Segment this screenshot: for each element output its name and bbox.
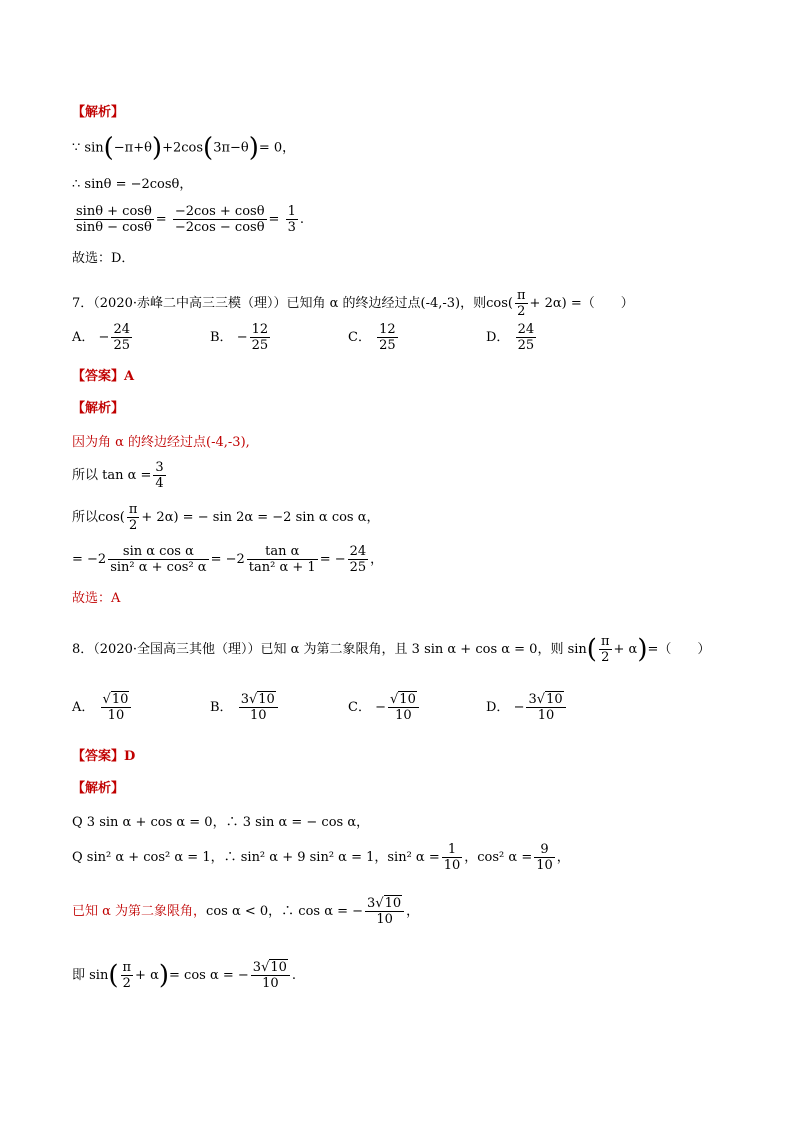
analysis-label-8: 【解析】 [72, 781, 125, 796]
q7-option-a[interactable]: A． − $\frac{24}{25}$ [72, 322, 130, 353]
q8-answer: 【答案】D [72, 749, 136, 764]
q7-analysis-4: = −2 $\frac{\text{sin α cos α}}{\text{sin² α + cos² α}}$ = −2 $\frac{\text{tan α}}{\text{tan² α + 1}}$ = − $\frac{24}{25}$ ， [72, 544, 384, 575]
q7-analysis-3: 所以cos( $\frac{\pi}{2}$ + 2α) = − sin 2α = −2 sin α cos α， [72, 502, 380, 533]
q7-option-c[interactable]: C． $\frac{12}{25}$ [348, 322, 396, 353]
p6-choose: 故选：D． [72, 251, 135, 266]
q7-choose: 故选：A [72, 591, 121, 606]
q8-option-d[interactable]: D． − $\frac{3√10}{10}$ [486, 692, 568, 723]
q7-analysis-2: 所以 tan α = $\frac{3}{4}$ [72, 460, 164, 491]
p6-line-2: ∴ sinθ = −2cosθ， [72, 177, 193, 192]
q7-stem: 7．（2020·赤峰二中高三三模（理））已知角 α 的终边经过点(-4,-3)，则cos( $\frac{\pi}{2}$ + 2α) =（ ） [72, 288, 634, 319]
q8-option-b[interactable]: B． $\frac{3√10}{10}$ [210, 692, 280, 723]
p6-line-1: ∵ sin(−π+θ)+2cos(3π−θ)= 0， [72, 133, 296, 163]
q8-option-a[interactable]: A． $\frac{√10}{10}$ [72, 692, 133, 723]
q7-analysis-1: 因为角 α 的终边经过点(-4,-3), [72, 435, 250, 450]
q7-option-d[interactable]: D． $\frac{24}{25}$ [486, 322, 535, 353]
q8-analysis-4: 即 sin( $\frac{\pi}{2}$ + α)= cos α = − $\frac{3√10}{10}$ . [72, 960, 297, 991]
p6-line-3: $\frac{\sin\theta + \cos\theta}{\sin\theta - \cos\theta}$ = $\frac{-2\cos + \cos\theta}{-2\cos - \cos\theta}$ = $\frac{1}{3}$ . [76, 204, 304, 235]
q8-analysis-3: 已知 α 为第二象限角，cos α < 0，∴ cos α = − $\frac{3√10}{10}$ ， [72, 896, 420, 927]
analysis-label-6: 【解析】 [72, 105, 125, 120]
q8-analysis-2: Q sin² α + cos² α = 1，∴ sin² α + 9 sin² α = 1，sin² α = $\frac{1}{10}$ ，cos² α = $\frac{9}{10}$ ， [72, 842, 570, 873]
q7-answer: 【答案】A [72, 369, 135, 384]
q7-option-b[interactable]: B． − $\frac{12}{25}$ [210, 322, 269, 353]
q8-option-c[interactable]: C． − $\frac{√10}{10}$ [348, 692, 421, 723]
analysis-label-7: 【解析】 [72, 401, 125, 416]
q8-analysis-1: Q 3 sin α + cos α = 0，∴ 3 sin α = − cos α， [72, 815, 370, 830]
q8-stem: 8．（2020·全国高三其他（理））已知 α 为第二象限角，且 3 sin α + cos α = 0，则 sin( $\frac{\pi}{2}$ + α)=（ ） [72, 634, 711, 665]
